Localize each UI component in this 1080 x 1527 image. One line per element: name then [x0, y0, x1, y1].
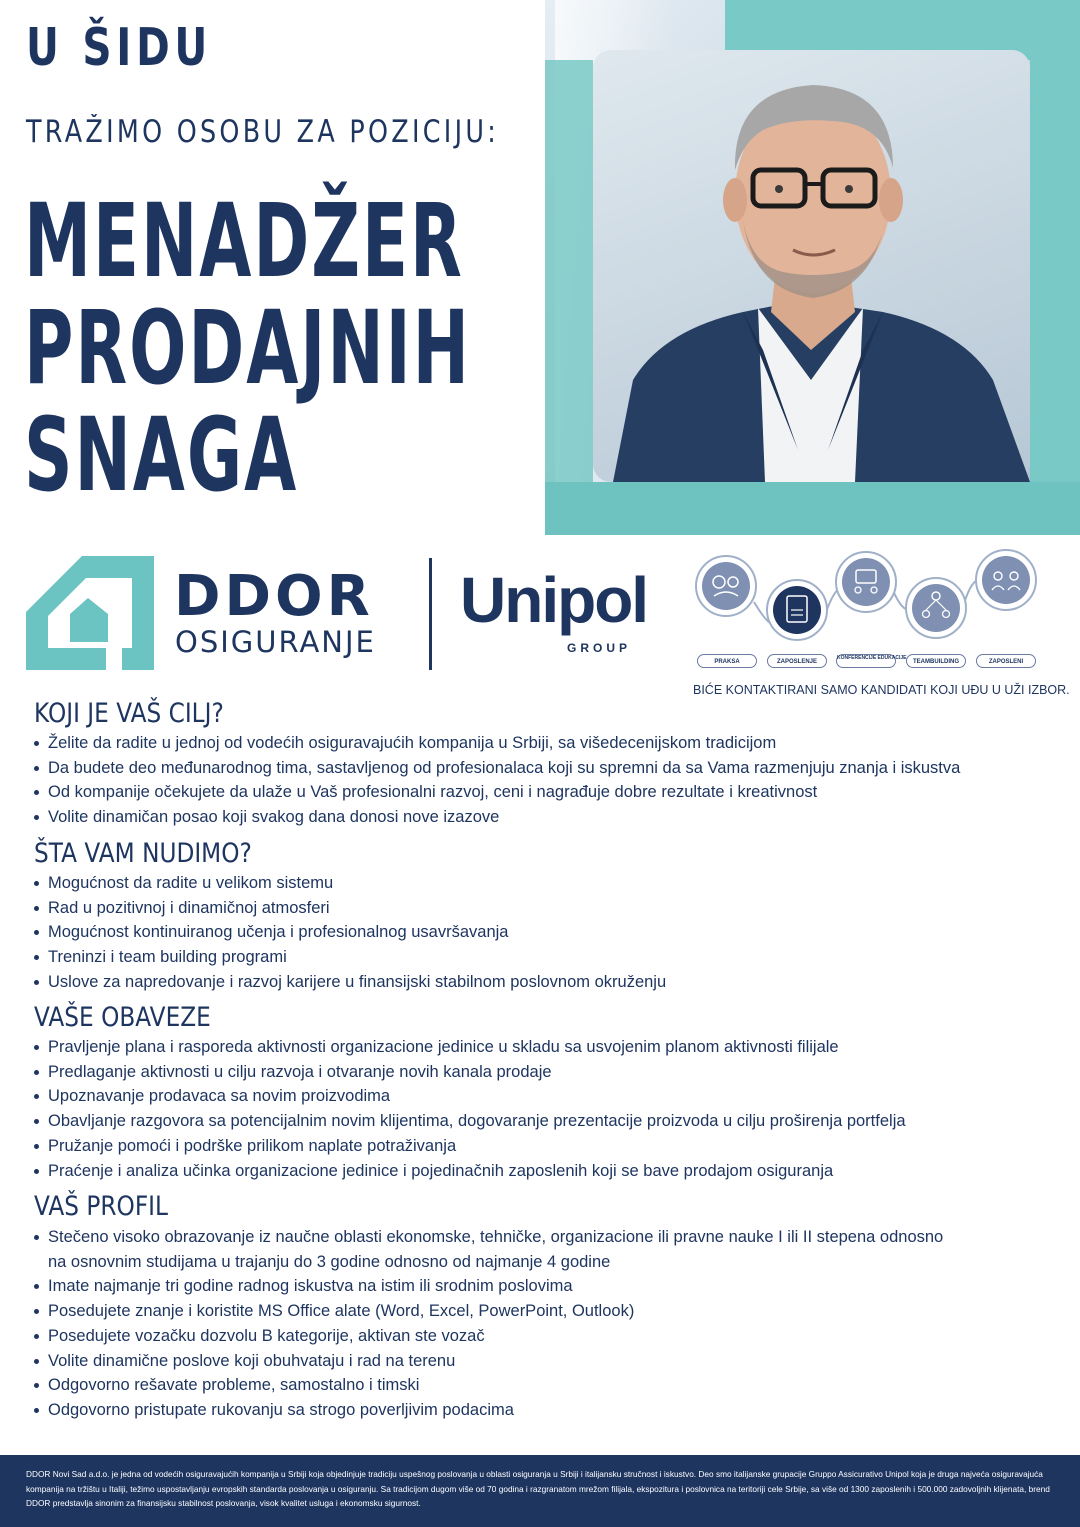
list-item: Praćenje i analiza učinka organizacione jedinice i pojedinačnih zaposlenih koji se bave prodajom osiguranja: [34, 1159, 906, 1184]
career-process-diagram: [694, 552, 1054, 672]
list-item: Od kompanije očekujete da ulaže u Vaš profesionalni razvoj, ceni i nagrađuje dobre rezultate i kreativnost: [34, 780, 960, 805]
logo-divider: [429, 558, 432, 670]
teal-frame-left: [545, 60, 593, 535]
location-heading: U ŠIDU: [26, 18, 213, 78]
gears-people-icon: [696, 556, 756, 616]
section-title-goal: KOJI JE VAŠ CILJ?: [34, 698, 224, 729]
footer-bar: [0, 1455, 1080, 1527]
team-icon: [976, 550, 1036, 610]
profile-list: [34, 1225, 943, 1423]
list-item: Mogućnost kontinuiranog učenja i profesionalnog usavršavanja: [34, 920, 666, 945]
position-title-line-2: PRODAJNIH: [24, 289, 471, 408]
list-item: Želite da radite u jednoj od vodećih osiguravajućih kompanija u Srbiji, sa višedecenijskom tradicijom: [34, 731, 960, 756]
list-item: Treninzi i team building programi: [34, 945, 666, 970]
list-item: Odgovorno rešavate probleme, samostalno i timski: [34, 1373, 943, 1398]
seeking-subtitle: TRAŽIMO OSOBU ZA POZICIJU:: [26, 114, 500, 150]
list-item: Uslove za napredovanje i razvoj karijere u finansijski stabilnom poslovnom okruženju: [34, 970, 666, 995]
offer-list: [34, 871, 666, 995]
step-pill-teambuilding: TEAMBUILDING: [906, 654, 966, 668]
position-title-line-1: MENADŽER: [24, 182, 464, 301]
shortlist-notice: BIĆE KONTAKTIRANI SAMO KANDIDATI KOJI UĐU U UŽI IZBOR.: [693, 683, 1070, 697]
teal-frame-bottom: [545, 482, 1080, 535]
step-pill-zaposlenje: ZAPOSLENJE: [767, 654, 827, 668]
company-description: DDOR Novi Sad a.d.o. je jedna od vodećih osiguravajućih kompanija u Srbiji koja objedinjuje tradiciju uspešnog poslovanja u oblasti osiguranja u Srbiji i italijansku stručnost i iskustvo. Deo smo italijanske grupacije Gruppo Assicurativo Unipol koja je druga najveća osiguravajuća kompanija na tržištu u Italiji, težimo uspostavljanju evropskih standarda poslovanja u osiguranju. Sa tradicijom dugom više od 70 godina i razgranatom mrežom filijala, ekspozitura i poslovnica na teritoriji cele Srbije, sa više od 1300 zaposlenih i 500.000 zadovoljnih klijenata, brend DDOR predstavlja sinonim za finansijsku stabilnost poslovanja, visok kvalitet usluga i ekonomsku sigurnost.: [26, 1469, 1050, 1508]
ddor-wordmark: DDOR: [174, 564, 374, 629]
list-item: Volite dinamične poslove koji obuhvataju i rad na terenu: [34, 1349, 943, 1374]
list-item: Pružanje pomoći i podrške prilikom naplate potraživanja: [34, 1134, 906, 1159]
businessman-illustration: [593, 50, 1030, 482]
goal-list: [34, 731, 960, 830]
position-title: [24, 182, 471, 515]
list-item: [34, 1225, 943, 1274]
step-pill-praksa: PRAKSA: [697, 654, 757, 668]
list-item: Odgovorno pristupate rukovanju sa strogo poverljivim podacima: [34, 1398, 943, 1423]
teal-frame-right: [1030, 0, 1080, 535]
section-title-offer: ŠTA VAM NUDIMO?: [34, 838, 252, 869]
list-item: Da budete deo međunarodnog tima, sastavljenog od profesionalaca koji su spremni da sa Vama razmenjuju znanja i iskustva: [34, 756, 960, 781]
list-item: Posedujete vozačku dozvolu B kategorije, aktivan ste vozač: [34, 1324, 943, 1349]
org-chart-icon: [906, 578, 966, 638]
list-item: Posedujete znanje i koristite MS Office alate (Word, Excel, PowerPoint, Outlook): [34, 1299, 943, 1324]
position-title-line-3: SNAGA: [24, 396, 299, 515]
ddor-subtitle: OSIGURANJE: [175, 625, 376, 659]
conference-icon: [836, 552, 896, 612]
ddor-logo-mark: [26, 556, 154, 670]
list-item: Rad u pozitivnoj i dinamičnoj atmosferi: [34, 896, 666, 921]
step-pill-konferencije: KONFERENCIJE EDUKACIJE: [836, 654, 896, 668]
section-title-profile: VAŠ PROFIL: [34, 1191, 168, 1222]
list-item: Mogućnost da radite u velikom sistemu: [34, 871, 666, 896]
unipol-group-label: GROUP: [567, 641, 632, 655]
list-item-text: Stečeno visoko obrazovanje iz naučne oblasti ekonomske, tehničke, organizacione ili pravne nauke I ili II stepena odnosno: [48, 1228, 944, 1246]
hero-photo: [545, 0, 1080, 535]
process-circles: [694, 552, 1054, 652]
list-item: Volite dinamičan posao koji svakog dana donosi nove izazove: [34, 805, 960, 830]
duties-list: [34, 1035, 906, 1183]
list-item: Imate najmanje tri godine radnog iskustva na istim ili srodnim poslovima: [34, 1274, 943, 1299]
unipol-wordmark: Unipol: [460, 564, 648, 636]
section-title-duties: VAŠE OBAVEZE: [34, 1002, 211, 1033]
photo-inner-panel: [593, 50, 1030, 482]
list-item: Upoznavanje prodavaca sa novim proizvodima: [34, 1084, 906, 1109]
list-item-continuation: na osnovnim studijama u trajanju do 3 godine odnosno od najmanje 4 godine: [48, 1252, 611, 1271]
list-item: Predlaganje aktivnosti u cilju razvoja i otvaranje novih kanala prodaje: [34, 1060, 906, 1085]
cv-document-icon: [767, 580, 827, 640]
list-item: Obavljanje razgovora sa potencijalnim novim klijentima, dogovaranje prezentacije proizvoda u cilju proširenja portfelja: [34, 1109, 906, 1134]
step-pill-zaposleni: ZAPOSLENI: [976, 654, 1036, 668]
list-item: Pravljenje plana i rasporeda aktivnosti organizacione jedinice u skladu sa usvojenim planom aktivnosti filijale: [34, 1035, 906, 1060]
